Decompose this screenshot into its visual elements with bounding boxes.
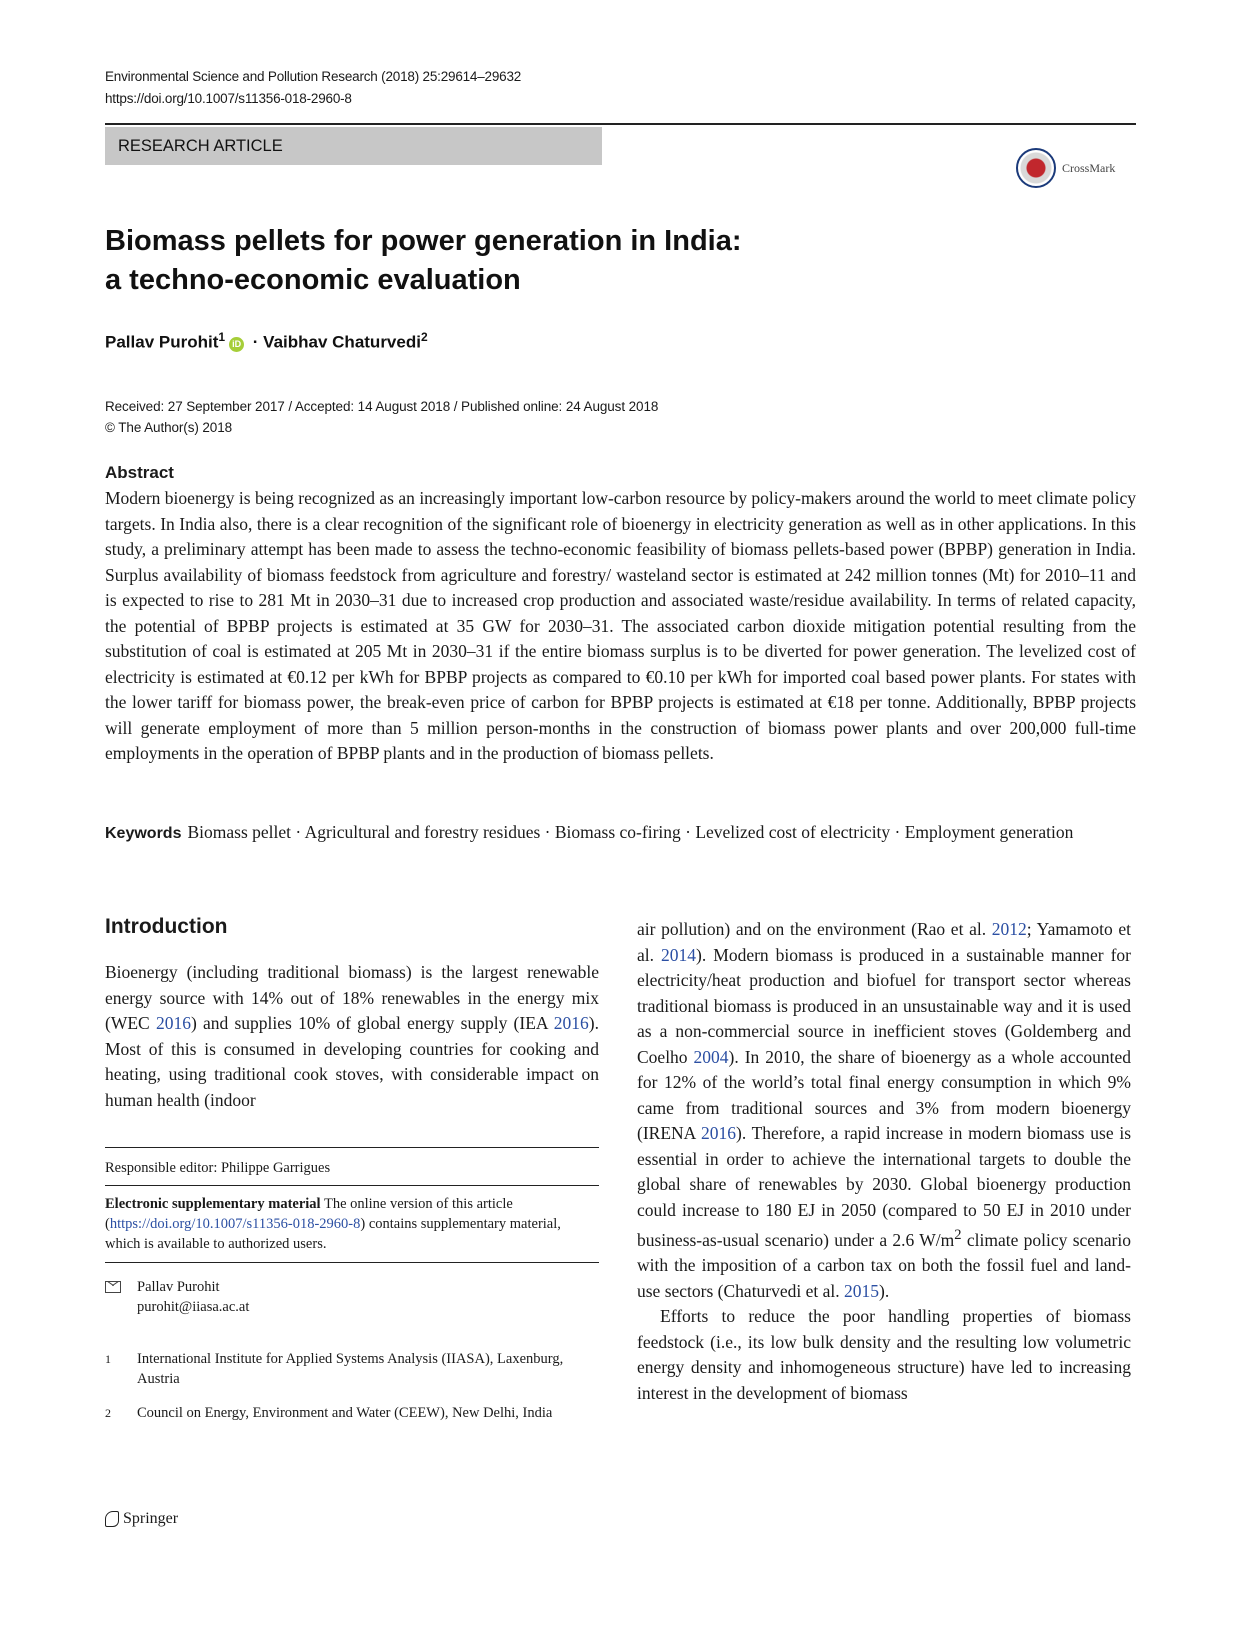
keywords-label: Keywords	[105, 825, 182, 842]
abstract-heading: Abstract	[105, 463, 174, 482]
text-run: ) and supplies 10% of global energy supply (IEA	[190, 1013, 554, 1033]
publisher-name: Springer	[123, 1510, 179, 1527]
footnotes	[105, 1158, 599, 1437]
crossmark-label: CrossMark	[1062, 160, 1116, 175]
citation-link[interactable]: 2015	[844, 1280, 880, 1301]
springer-horse-icon	[105, 1511, 119, 1527]
journal-citation: Environmental Science and Pollution Research (2018) 25:29614–29632	[105, 69, 522, 84]
citation-link[interactable]: 2012	[991, 919, 1027, 939]
footnote-rule	[105, 1147, 599, 1148]
affiliation-number: 2	[105, 1406, 111, 1420]
affiliation-1	[105, 1349, 599, 1389]
affiliation-2	[105, 1403, 599, 1423]
contact-name: Pallav Purohit	[137, 1279, 220, 1295]
citation-link[interactable]: 2004	[693, 1046, 729, 1067]
publisher-logo	[105, 1510, 178, 1528]
superscript: 2	[954, 1227, 962, 1243]
footnote-divider	[105, 1185, 599, 1186]
citation-link[interactable]: 2016	[155, 1013, 191, 1033]
crossmark-icon	[1016, 148, 1056, 188]
copyright-text: The Author(s) 2018	[118, 420, 233, 435]
text-run: ; Yamamoto et al.	[637, 919, 1131, 965]
mail-icon[interactable]	[105, 1281, 121, 1293]
date-history: Received: 27 September 2017 / Accepted: 14 August 2018 / Published online: 24 August 2018	[105, 399, 659, 414]
keywords	[105, 820, 1136, 846]
copyright-line	[105, 417, 658, 438]
title-line-2: a techno-economic evaluation	[105, 264, 521, 296]
text-run: ) contains supplementary material, which is available to authorized users.	[105, 1216, 561, 1252]
text-run: ). In 2010, the share of bioenergy as a whole accounted for 12% of the world’s total final energy consumption in which 9% came from traditional sources and 3% from modern bioenergy (IRENA	[637, 1046, 1131, 1143]
citation-link[interactable]: 2016	[553, 1013, 589, 1033]
intro-paragraph-1-cont	[637, 917, 1131, 1304]
esm-doi-link[interactable]: https://doi.org/10.1007/s11356-018-2960-8	[109, 1216, 361, 1232]
author-2-affiliation: 2	[420, 330, 428, 344]
orcid-icon[interactable]: iD	[229, 337, 244, 352]
affiliation-number: 1	[105, 1352, 111, 1366]
article-dates	[105, 396, 658, 438]
left-column	[105, 912, 599, 1113]
esm-label: Electronic supplementary material	[105, 1196, 321, 1212]
intro-paragraph-2: Efforts to reduce the poor handling properties of biomass feedstock (i.e., its low bulk density and the resulting low volumetric energy density and inhomogeneous structure) have led to increasing interest in the development of biomass	[637, 1306, 1131, 1403]
abstract-text: Modern bioenergy is being recognized as an increasingly important low-carbon resource by policy-makers around the world to meet climate policy targets. In India also, there is a clear recognition of the significant role of bioenergy in electricity generation as well as in other applications. In this study, a preliminary attempt has been made to assess the techno-economic feasibility of biomass pellets-based power (BPBP) generation in India. Surplus availability of biomass feedstock from agriculture and forestry/ wasteland sector is estimated at 242 million tonnes (Mt) for 2010–11 and is expected to rise to 281 Mt in 2030–31 due to increased crop production and associated waste/residue availability. In terms of related capacity, the potential of BPBP projects is estimated at 35 GW for 2030–31. The associated carbon dioxide mitigation potential resulting from the substitution of coal is estimated at 205 Mt in 2030–31 if the entire biomass surplus is to be diverted for power generation. The levelized cost of electricity is estimated at €0.12 per kWh for BPBP projects as compared to €0.10 per kWh for imported coal based power plants. For states with the lower tariff for biomass power, the break-even price of carbon for BPBP projects is estimated at €18 per tonne. Additionally, BPBP projects will generate employment of more than 5 million person-months in the construction of biomass power plants and over 200,000 full-time employments in the operation of BPBP plants and in the production of biomass pellets.	[105, 488, 1136, 763]
right-column	[637, 917, 1131, 1406]
affiliation-text: Council on Energy, Environment and Water (CEEW), New Delhi, India	[137, 1405, 553, 1421]
title-line-1: Biomass pellets for power generation in India:	[105, 225, 742, 257]
citation-link[interactable]: 2016	[701, 1123, 737, 1143]
corresponding-author	[105, 1277, 599, 1317]
text-run: Bioenergy (including traditional biomass) is the largest renewable energy source with 14% out of 18% renewables in the energy mix (WEC	[105, 962, 599, 1033]
journal-header	[105, 66, 521, 110]
text-run: ). Modern biomass is produced in a sustainable manner for electricity/heat production and biofuel for transport sector whereas traditional biomass is produced in an unsustainable way and it is used as a non-commercial source in inefficient stoves (Goldemberg and Coelho	[637, 944, 1131, 1067]
citation-link[interactable]: 2014	[661, 944, 697, 965]
text-run: ). Most of this is consumed in developing countries for cooking and heating, using traditional cook stoves, with considerable impact on human health (indoor	[105, 1013, 599, 1110]
contact-email[interactable]: purohit@iiasa.ac.at	[137, 1299, 250, 1315]
text-run: climate policy scenario with the imposition of a carbon tax on both the fossil fuel and land-use sectors (Chaturvedi et al.	[637, 1229, 1131, 1301]
text-run: The online version of this article (	[105, 1196, 513, 1232]
author-2[interactable]: Vaibhav Chaturvedi	[263, 332, 421, 352]
supplementary-note	[105, 1194, 599, 1254]
keywords-text: Biomass pellet · Agricultural and forestry residues · Biomass co-firing · Levelized cost of electricity · Employment generation	[187, 822, 1074, 842]
introduction-heading: Introduction	[105, 915, 228, 938]
author-separator: ·	[248, 332, 264, 352]
text-run: ). Therefore, a rapid increase in modern biomass use is essential in order to achieve the international targets to double the global share of renewables by 2030. Global bioenergy production could increase to 180 EJ in 2050 (compared to 50 EJ in 2010 under business-as-usual scenario) under a 2.6 W/m	[637, 1123, 1131, 1250]
text-run: air pollution) and on the environment (Rao et al.	[637, 919, 992, 939]
doi-link[interactable]: https://doi.org/10.1007/s11356-018-2960-8	[105, 91, 352, 106]
affiliation-text: International Institute for Applied Systems Analysis (IIASA), Laxenburg, Austria	[137, 1351, 564, 1387]
crossmark-badge[interactable]	[1016, 148, 1115, 188]
author-1[interactable]: Pallav Purohit	[105, 332, 219, 352]
author-list	[105, 330, 428, 353]
footnote-divider	[105, 1262, 599, 1263]
responsible-editor: Responsible editor: Philippe Garrigues	[105, 1160, 331, 1176]
text-run: ).	[879, 1280, 890, 1301]
author-1-affiliation: 1	[218, 330, 226, 344]
intro-paragraph-1	[105, 960, 599, 1113]
article-title	[105, 222, 865, 300]
header-rule	[105, 123, 1136, 125]
copyright-icon: ©	[105, 420, 119, 435]
article-type-banner: RESEARCH ARTICLE	[105, 127, 602, 165]
